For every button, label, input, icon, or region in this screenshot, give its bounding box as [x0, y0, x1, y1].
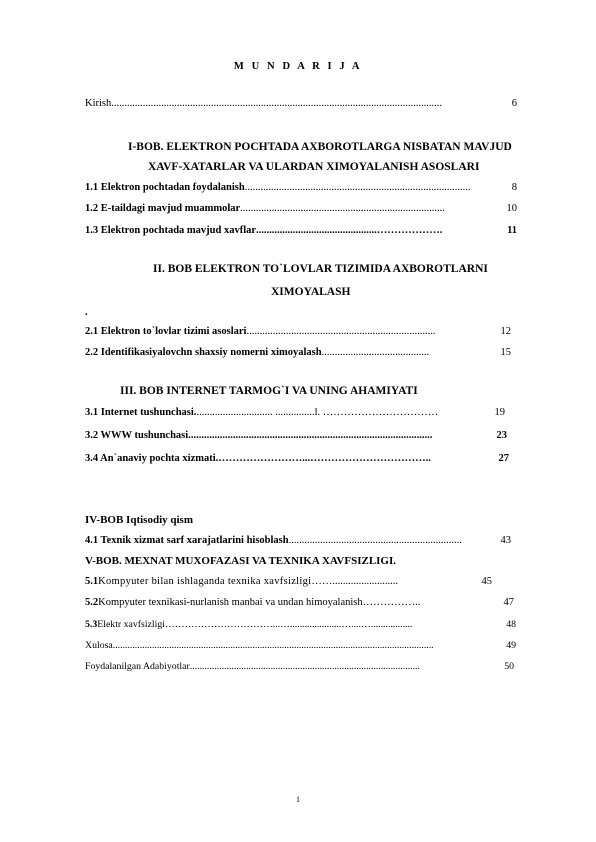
toc-page-number: 15 — [500, 347, 511, 358]
chapter-2-heading-line2: XIMOYALASH — [271, 286, 351, 298]
toc-entry-1-1[interactable] — [85, 183, 517, 194]
toc-leader: ……………………...…………………………….. — [218, 454, 431, 464]
toc-entry-label: 2.2 Identifikasiyalovchn shaxsiy nomerni ximoyalash — [85, 347, 322, 358]
toc-leader: .............................................................................................. — [189, 662, 420, 672]
toc-entry-adabiyotlar[interactable] — [85, 662, 514, 672]
toc-page-number: 48 — [506, 619, 516, 630]
chapter-1-heading-line1: I-BOB. ELEKTRON POCHTADA AXBOROTLARGA NISBATAN MAVJUD — [128, 141, 512, 153]
toc-leader: .................................................................. — [288, 536, 462, 546]
toc-page-number: 43 — [500, 535, 511, 546]
toc-leader: ..............................................………………. — [256, 226, 443, 236]
toc-page-number: 45 — [481, 576, 492, 587]
chapter-3-heading: III. BOB INTERNET TARMOG`I VA UNING AHAMIYATI — [120, 385, 418, 397]
toc-entry-number: 5.1 — [85, 576, 99, 587]
toc-page-number: 6 — [511, 98, 517, 109]
toc-entry-xulosa[interactable] — [85, 641, 516, 651]
toc-entry-number: 5.3 — [85, 619, 98, 630]
toc-entry-5-3[interactable] — [85, 620, 516, 630]
toc-entry-label: Elektr xavfsizligi — [97, 619, 165, 630]
toc-entry-label: 1.1 Elektron pochtadan foydalanish — [85, 182, 245, 193]
toc-entry-label: 1.3 Elektron pochtada mavjud xavflar — [85, 225, 257, 236]
toc-page-number: 12 — [500, 326, 511, 337]
chapter-4-heading: IV-BOB Iqtisodiy qism — [85, 514, 193, 526]
toc-leader: ............................................................................................ — [190, 431, 433, 441]
toc-entry-5-2[interactable] — [85, 598, 514, 609]
toc-entry-3-1[interactable] — [85, 408, 505, 419]
toc-entry-label: 4.1 Texnik xizmat sarf xarajatlarini hisoblash — [85, 535, 289, 546]
toc-entry-2-1[interactable] — [85, 327, 511, 338]
toc-entry-label: Kompyuter bilan ishlaganda texnika xavfsizligi — [98, 576, 312, 587]
toc-entry-2-2[interactable] — [85, 348, 511, 359]
toc-leader: ............................. ...............l. …………………………… — [196, 408, 439, 418]
toc-entry-label: Kompyuter texnikasi-nurlanish manbai va undan himoyalanish — [98, 597, 363, 608]
toc-page-number: 10 — [506, 203, 517, 214]
toc-entry-1-3[interactable] — [85, 226, 517, 237]
toc-leader: ......................................... — [321, 348, 430, 358]
toc-entry-label: Kirish — [85, 98, 112, 109]
toc-leader: ……......................... — [311, 577, 398, 587]
toc-page-number: 19 — [494, 407, 505, 418]
toc-page-number: 8 — [511, 182, 517, 193]
chapter-5-heading: V-BOB. MEXNAT MUXOFAZASI VA TEXNIKA XAVFSIZLIGI. — [85, 555, 397, 567]
toc-leader: …………….. — [362, 598, 421, 608]
toc-entry-kirish[interactable] — [85, 99, 517, 110]
toc-entry-3-2[interactable] — [85, 431, 507, 442]
toc-leader: ...................................................................................... — [244, 183, 471, 193]
toc-page-number: 49 — [506, 640, 516, 651]
toc-entry-label: 2.1 Elektron to`lovlar tizimi asoslari — [85, 326, 247, 337]
chapter-2-mark: . — [85, 306, 88, 318]
toc-leader: ……………………………...….....................…....…................. — [165, 620, 413, 630]
toc-entry-3-4[interactable] — [85, 454, 509, 465]
toc-entry-5-1[interactable] — [85, 577, 492, 588]
toc-leader: ........................................................................ — [246, 327, 436, 337]
toc-entry-label: 3.2 WWW tushunchasi. — [85, 430, 191, 441]
toc-page-number: 11 — [507, 225, 517, 236]
toc-page-number: 50 — [504, 661, 514, 672]
chapter-1-heading-line2: XAVF-XATARLAR VA ULARDAN XIMOYALANISH ASOSLARI — [148, 161, 480, 173]
toc-entry-label: 3.4 An`anaviy pochta xizmati. — [85, 453, 219, 464]
toc-leader: .............................................................................................................................. — [111, 99, 442, 109]
toc-entry-label: Xulosa — [85, 640, 113, 651]
toc-page-number: 23 — [496, 430, 507, 441]
toc-entry-1-2[interactable] — [85, 204, 517, 215]
page-title: M U N D A R I J A — [233, 61, 363, 72]
page-number: 1 — [296, 795, 300, 804]
toc-entry-label: Foydalanilgan Adabiyotlar — [85, 661, 190, 672]
toc-entry-label: 1.2 E-taildagi mavjud muammolar — [85, 203, 241, 214]
chapter-2-heading-line1: II. BOB ELEKTRON TO`LOVLAR TIZIMIDA AXBOROTLARNI — [153, 263, 488, 275]
toc-entry-number: 5.2 — [85, 597, 99, 608]
toc-entry-label: 3.1 Internet tushunchasi. — [85, 407, 197, 418]
toc-leader: .............................................................................. — [240, 204, 445, 214]
toc-page-number: 27 — [498, 453, 509, 464]
toc-leader: ................................................................................................................................... — [112, 641, 434, 651]
toc-page-number: 47 — [503, 597, 514, 608]
toc-entry-4-1[interactable] — [85, 536, 511, 547]
